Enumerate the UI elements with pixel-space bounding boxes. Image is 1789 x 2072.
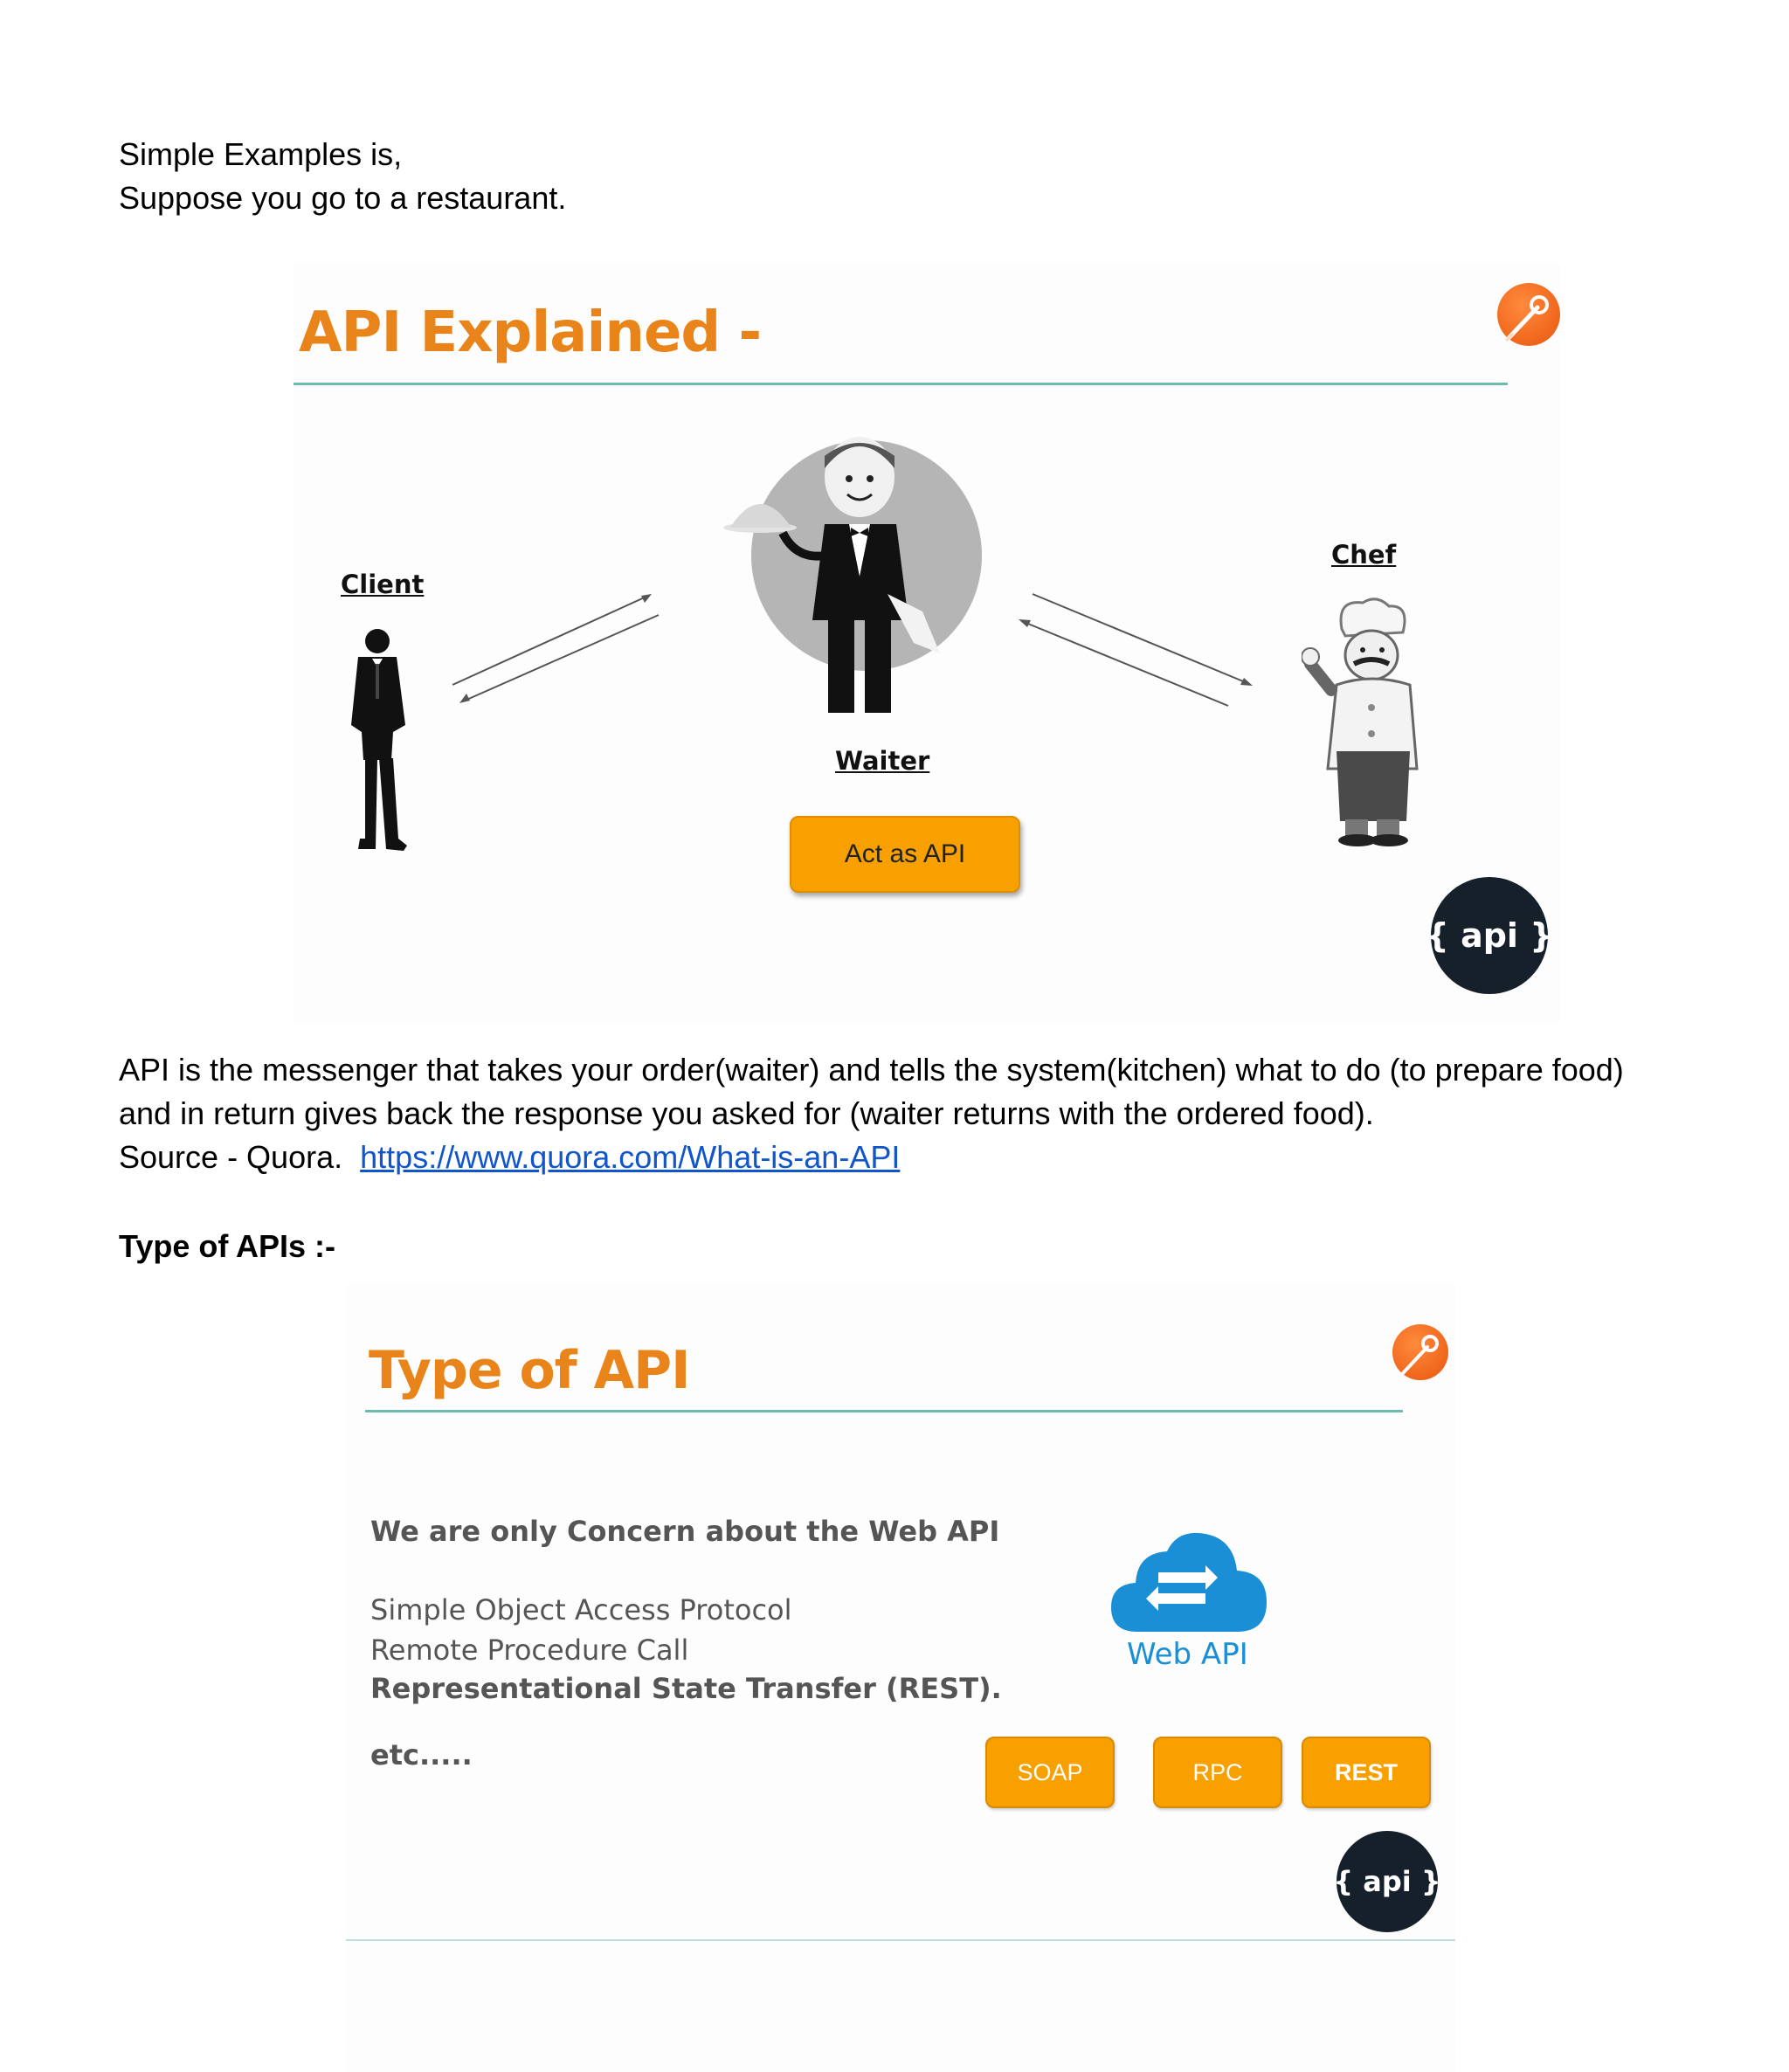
soap-button[interactable]: SOAP (985, 1737, 1115, 1808)
source-prefix: Source - Quora. (119, 1139, 343, 1175)
protocol-item-rest: Representational State Transfer (REST). (370, 1672, 1002, 1705)
web-api-label: Web API (1127, 1637, 1248, 1672)
explanation-line-1: API is the messenger that takes your order(waiter) and tells the system(kitchen) what to do (to prepare food) (119, 1052, 1624, 1088)
request-response-arrows-right (1010, 585, 1272, 721)
title-rule (294, 383, 1508, 385)
act-as-api-button[interactable]: Act as API (790, 816, 1020, 893)
footer-rule (346, 1939, 1455, 1941)
intro-line-1: Simple Examples is, (119, 136, 403, 172)
title-rule (365, 1410, 1403, 1412)
api-badge-logo: { api } (1431, 877, 1548, 994)
client-figure-icon (332, 620, 428, 860)
intro-line-2: Suppose you go to a restaurant. (119, 180, 567, 216)
api-badge-logo: { api } (1337, 1831, 1438, 1932)
quora-link[interactable]: https://www.quora.com/What-is-an-API (360, 1139, 901, 1175)
client-label: Client (341, 570, 425, 599)
postman-logo-icon (1392, 1324, 1448, 1380)
protocol-item-soap: Simple Object Access Protocol (370, 1593, 792, 1627)
postman-logo-icon (1497, 283, 1560, 346)
request-response-arrows-left (442, 585, 669, 712)
etc-text: etc..... (370, 1738, 473, 1772)
rpc-button[interactable]: RPC (1153, 1737, 1282, 1808)
explanation-line-2: and in return gives back the response you asked for (waiter returns with the ordered food). (119, 1095, 1374, 1131)
waiter-figure-icon (722, 437, 984, 729)
chef-label: Chef (1331, 540, 1397, 570)
rest-button[interactable]: REST (1302, 1737, 1431, 1808)
api-explained-slide (294, 262, 1560, 1022)
slide-title: API Explained - (299, 300, 762, 365)
type-of-api-slide (346, 1284, 1455, 2072)
concern-text: We are only Concern about the Web API (370, 1515, 1000, 1548)
protocol-item-rpc: Remote Procedure Call (370, 1633, 689, 1667)
waiter-label: Waiter (835, 746, 930, 776)
types-heading: Type of APIs :- (119, 1228, 336, 1264)
chef-figure-icon (1302, 594, 1433, 852)
source-line (119, 1136, 900, 1179)
cloud-exchange-icon (1111, 1529, 1268, 1638)
slide-title: Type of API (369, 1340, 690, 1401)
